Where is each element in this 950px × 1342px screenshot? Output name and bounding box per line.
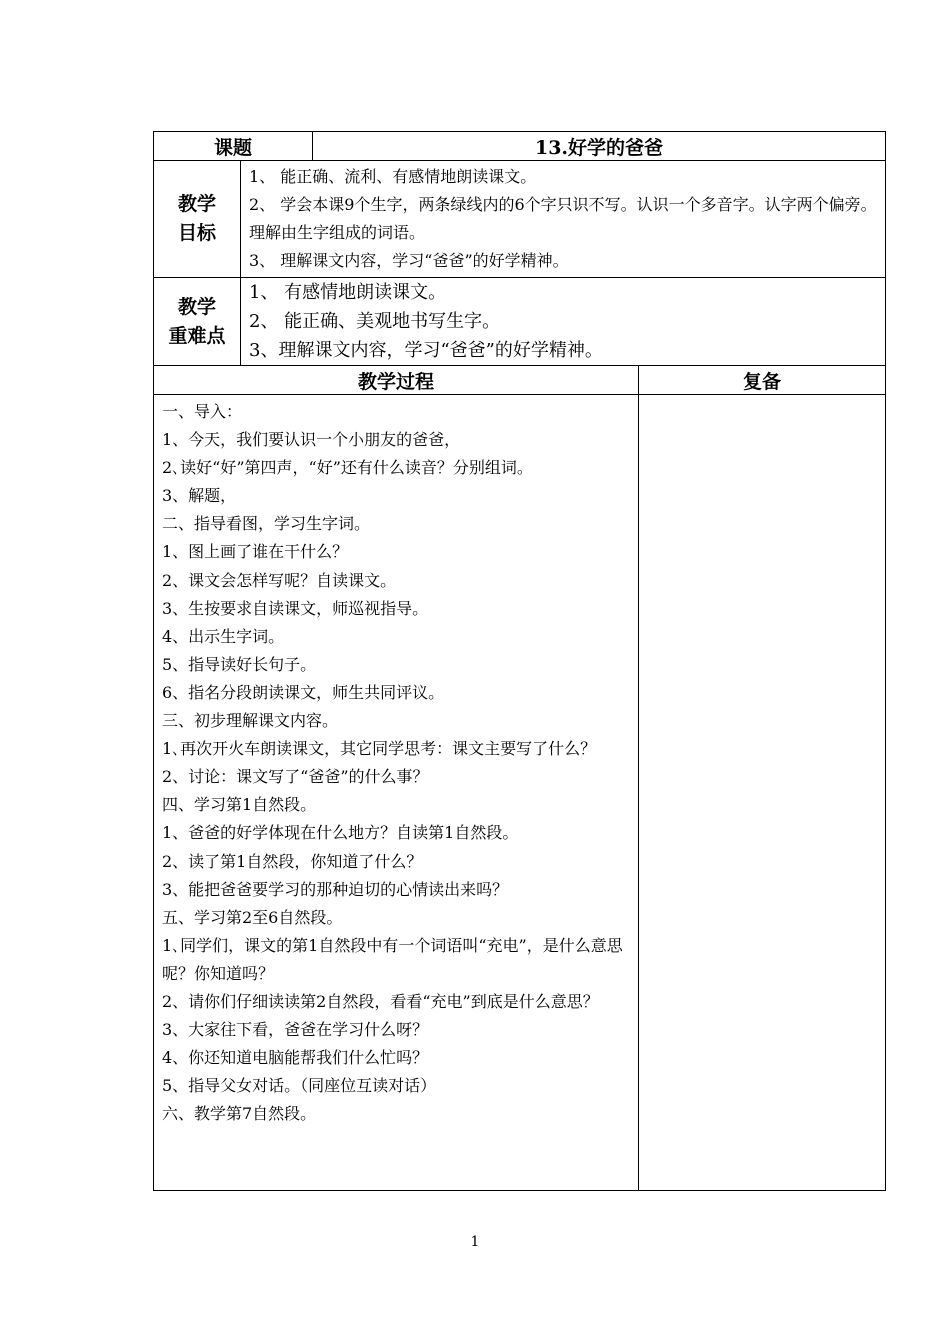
process-line: 2、课文会怎样写呢？自读课文。: [162, 570, 397, 590]
process-line: 1、图上画了谁在干什么？: [162, 542, 349, 562]
process-line: 六、教学第7自然段。: [162, 1104, 317, 1124]
process-line: 2、读了第1自然段，你知道了什么？: [162, 851, 423, 871]
topic-value: 13.好学的爸爸: [313, 132, 886, 161]
process-body-row: [154, 395, 886, 1191]
process-line: 1、爸爸的好学体现在什么地方？自读第1自然段。: [162, 823, 519, 843]
process-content: [154, 395, 639, 1191]
process-line: 2､读好“好”第四声，“好”还有什么读音？分别组词。: [162, 458, 533, 478]
page-number: 1: [470, 1234, 480, 1250]
process-line: 4、你还知道电脑能帮我们什么忙吗？: [162, 1048, 429, 1068]
goal-item: 3、 理解课文内容，学习“爸爸”的好学精神。: [249, 251, 569, 270]
process-line: 1､同学们，课文的第1自然段中有一个词语叫“充电”，是什么意思呢？你知道吗？: [162, 935, 623, 983]
goal-item: 1、 能正确、流利、有感情地朗读课文。: [249, 167, 537, 186]
process-line: 3、解题，: [162, 486, 237, 506]
process-line: 四、学习第1自然段。: [162, 795, 317, 815]
prep-header: 复备: [639, 366, 886, 395]
goals-label: [154, 161, 241, 278]
process-line: 二、指导看图，学习生字词。: [162, 514, 371, 534]
process-line: 2、请你们仔细读读第2自然段，看看“充电”到底是什么意思？: [162, 991, 599, 1011]
process-line: 6、指名分段朗读课文，师生共同评议。: [162, 682, 445, 702]
goals-row: [154, 161, 886, 278]
difficulties-row: [154, 278, 886, 366]
process-line: 一、导入：: [162, 402, 243, 421]
process-header-row: [154, 366, 886, 395]
process-line: 3、能把爸爸要学习的那种迫切的心情读出来吗？: [162, 879, 509, 899]
difficulties-label-line1: 教学: [177, 295, 216, 318]
process-line: 3、大家往下看，爸爸在学习什么呀？: [162, 1020, 429, 1040]
process-line: 2、讨论：课文写了“爸爸”的什么事？: [162, 767, 429, 787]
process-header: 教学过程: [154, 366, 639, 395]
process-line: 5、指导父女对话。（同座位互读对话）: [162, 1076, 437, 1096]
prep-notes-column: [639, 395, 886, 1191]
process-line: 三、初步理解课文内容。: [162, 711, 339, 731]
difficulty-item: 3、理解课文内容，学习“爸爸”的好学精神。: [249, 340, 603, 361]
process-line: 3、生按要求自读课文，师巡视指导。: [162, 598, 429, 618]
difficulties-label-line2: 重难点: [168, 324, 226, 347]
process-line: 5、指导读好长句子。: [162, 654, 317, 674]
lesson-plan-table: [153, 131, 886, 1191]
difficulties-content: [241, 278, 886, 366]
topic-row: [154, 132, 886, 161]
topic-label: 课题: [154, 132, 313, 161]
goals-content: [241, 161, 886, 278]
process-line: 五、学习第2至6自然段。: [162, 907, 343, 927]
process-line: 1､再次开火车朗读课文，其它同学思考：课文主要写了什么？: [162, 739, 597, 759]
goals-label-line2: 目标: [177, 222, 216, 244]
process-line: 4、出示生字词。: [162, 626, 285, 646]
process-line: 1、今天，我们要认识一个小朋友的爸爸，: [162, 430, 461, 450]
goals-label-line1: 教学: [177, 193, 216, 215]
difficulties-label: [154, 278, 241, 366]
goal-item: 2、 学会本课9个生字，两条绿线内的6个字只识不写。认识一个多音字。认字两个偏旁。理解由生字组成的词语。: [249, 195, 877, 242]
difficulty-item: 2、 能正确、美观地书写生字。: [249, 311, 501, 332]
difficulty-item: 1、 有感情地朗读课文。: [249, 282, 447, 303]
